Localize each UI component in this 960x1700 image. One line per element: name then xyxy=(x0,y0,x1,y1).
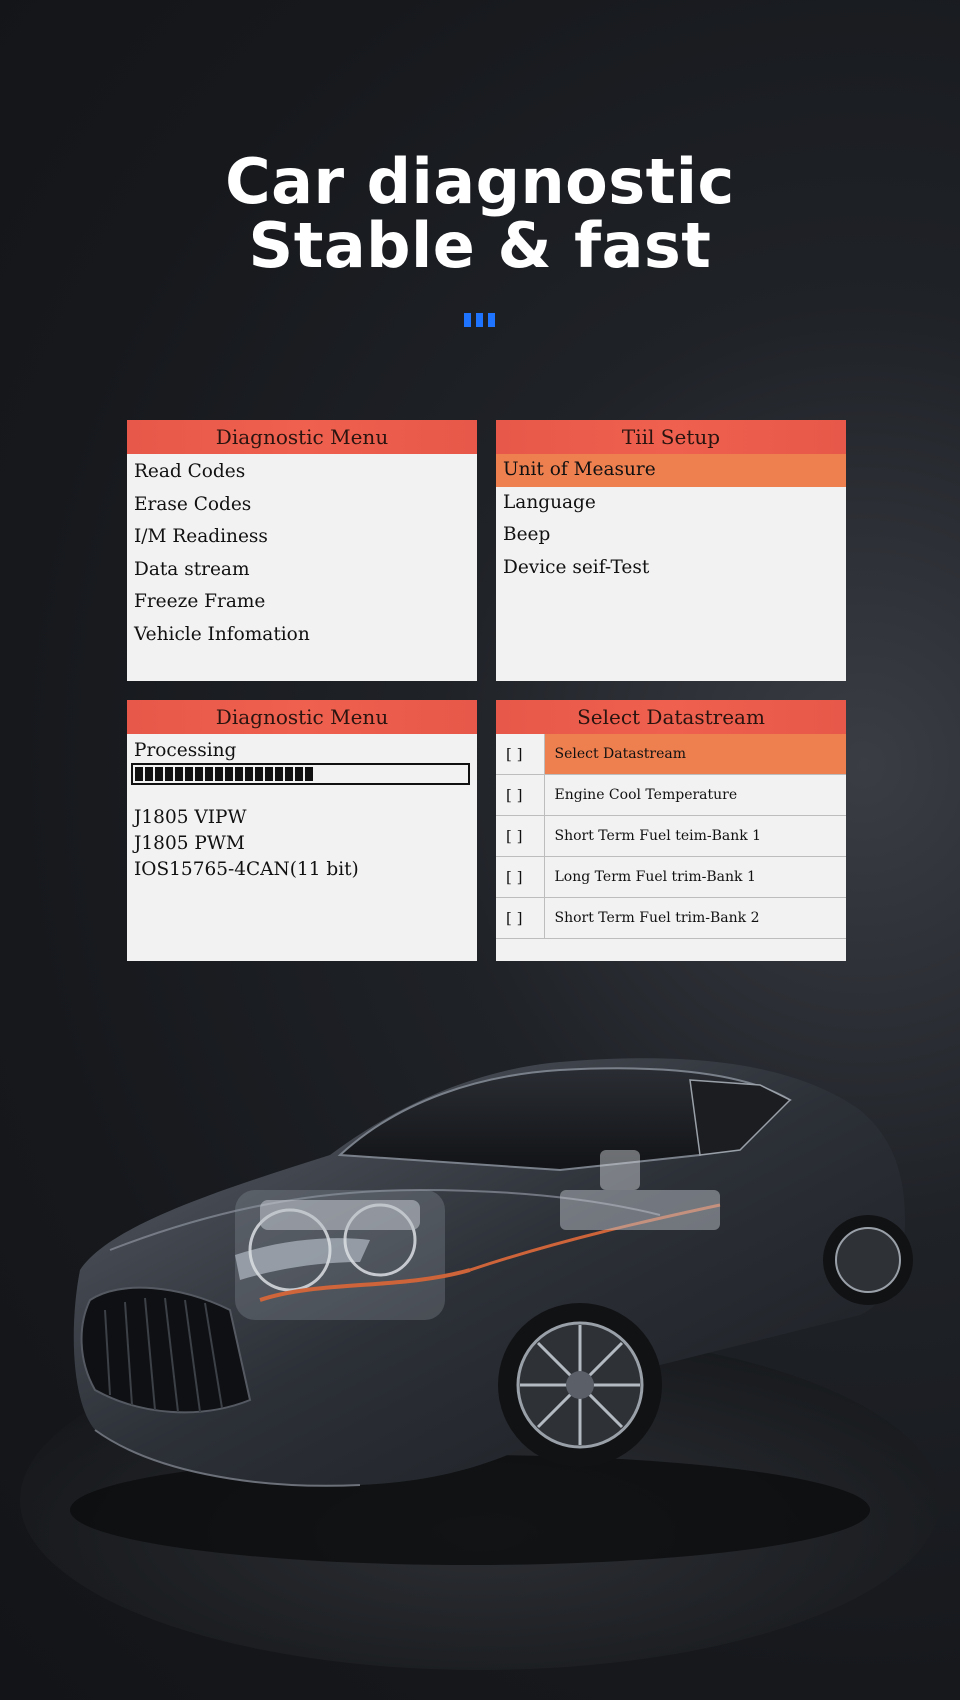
decor-dots-icon xyxy=(464,313,496,327)
protocol-item: J1805 VIPW xyxy=(134,807,247,828)
datastream-row[interactable] xyxy=(496,775,846,816)
menu-item-language[interactable]: Language xyxy=(503,491,596,513)
panel-title: Diagnostic Menu xyxy=(127,700,477,734)
checkbox[interactable]: [ ] xyxy=(496,898,544,939)
protocol-list xyxy=(127,805,477,883)
panel-title: Diagnostic Menu xyxy=(127,420,477,454)
menu-item-erase-codes[interactable]: Erase Codes xyxy=(134,493,252,515)
menu-item-unit-of-measure[interactable]: Unit of Measure xyxy=(496,454,846,487)
datastream-row[interactable] xyxy=(496,816,846,857)
menu-item-device-self-test[interactable]: Device seif-Test xyxy=(503,556,650,578)
diagnostic-menu-panel xyxy=(127,420,477,681)
menu-item-beep[interactable]: Beep xyxy=(503,524,551,545)
datastream-row[interactable] xyxy=(496,857,846,898)
datastream-label: Engine Cool Temperature xyxy=(544,775,846,816)
headline-line1: Car diagnostic xyxy=(225,145,735,218)
checkbox[interactable]: [ ] xyxy=(496,857,544,898)
datastream-label: Long Term Fuel trim-Bank 1 xyxy=(544,857,846,898)
datastream-row[interactable] xyxy=(496,734,846,775)
progress-bar xyxy=(131,763,470,785)
processing-status: Processing xyxy=(134,740,237,761)
datastream-label: Short Term Fuel teim-Bank 1 xyxy=(544,816,846,857)
datastream-row[interactable] xyxy=(496,898,846,939)
car-xray-image xyxy=(0,1040,960,1700)
headline xyxy=(0,145,960,282)
tool-setup-panel xyxy=(496,420,846,681)
menu-item-freeze-frame[interactable]: Freeze Frame xyxy=(134,591,266,612)
datastream-table xyxy=(496,734,846,939)
checkbox[interactable]: [ ] xyxy=(496,816,544,857)
menu-item-im-readiness[interactable]: I/M Readiness xyxy=(134,526,268,547)
protocol-item: J1805 PWM xyxy=(134,833,245,854)
processing-panel xyxy=(127,700,477,961)
datastream-label: Select Datastream xyxy=(544,734,846,775)
protocol-item: IOS15765-4CAN(11 bit) xyxy=(134,859,359,880)
panel-title: Select Datastream xyxy=(496,700,846,734)
diagnostic-menu-list xyxy=(127,454,477,651)
checkbox[interactable]: [ ] xyxy=(496,734,544,775)
menu-item-read-codes[interactable]: Read Codes xyxy=(134,461,246,482)
panel-title: Tiil Setup xyxy=(496,420,846,454)
setup-menu-list xyxy=(496,454,846,584)
menu-item-data-stream[interactable]: Data stream xyxy=(134,558,250,580)
progress-fill xyxy=(135,767,313,781)
checkbox[interactable]: [ ] xyxy=(496,775,544,816)
select-datastream-panel xyxy=(496,700,846,961)
headline-line2: Stable & fast xyxy=(248,209,712,282)
menu-item-vehicle-info[interactable]: Vehicle Infomation xyxy=(134,623,310,645)
datastream-label: Short Term Fuel trim-Bank 2 xyxy=(544,898,846,939)
